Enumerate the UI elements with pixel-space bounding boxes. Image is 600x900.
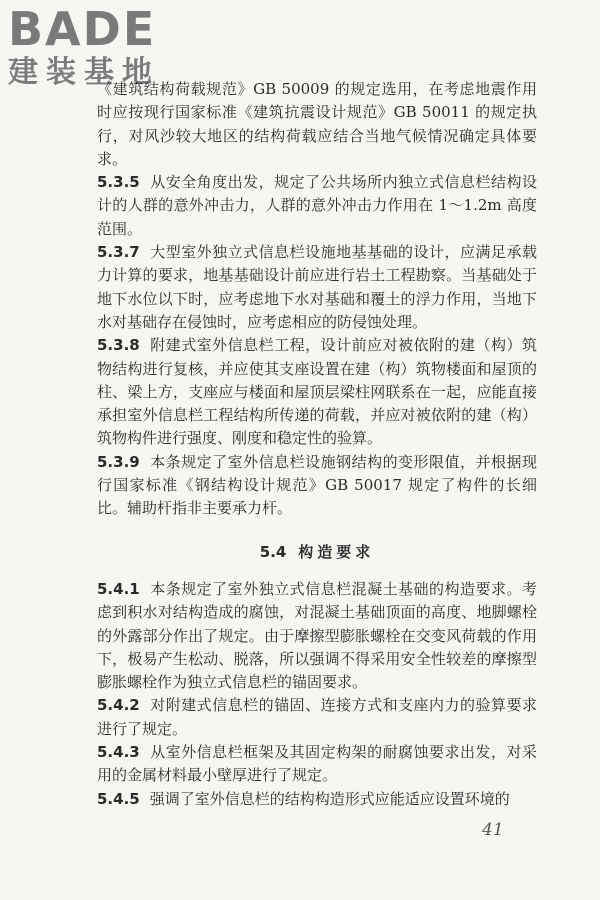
- clause-text: 从安全角度出发，规定了公共场所内独立式信息栏结构设计的人群的意外冲击力，人群的意外冲击力作用在 1～1.2m 高度范围。: [97, 173, 537, 238]
- clause-number: 5.3.8: [97, 336, 140, 355]
- clause-text: 对附建式信息栏的锚固、连接方式和支座内力的验算要求进行了规定。: [97, 696, 537, 738]
- clause-5-4-5: [97, 788, 537, 811]
- clause-number: 5.4.3: [97, 743, 140, 762]
- clause-text: 大型室外独立式信息栏设施地基基础的设计，应满足承载力计算的要求，地基基础设计前应进行岩土工程勘察。当基础处于地下水位以下时，应考虑地下水对基础和覆土的浮力作用，当地下水对基础存在侵蚀时，应考虑相应的防侵蚀处理。: [97, 243, 537, 331]
- clause-number: 5.4.5: [97, 789, 140, 808]
- logo-wordmark: BADE: [8, 2, 157, 56]
- clause-5-3-5: [97, 171, 537, 241]
- section-number: 5.4: [259, 542, 287, 561]
- clause-number: 5.3.7: [97, 243, 140, 262]
- clause-5-3-7: [97, 241, 537, 334]
- logo-subtitle: 建装基地: [8, 55, 160, 90]
- clause-number: 5.3.9: [97, 452, 140, 471]
- clause-5-4-2: [97, 694, 537, 741]
- page-number: 41: [482, 820, 504, 840]
- clause-text: 本条规定了室外信息栏设施钢结构的变形限值，并根据现行国家标准《钢结构设计规范》GB 50017 规定了构件的长细比。辅助杆指非主要承力杆。: [97, 452, 537, 518]
- clause-text: 强调了室外信息栏的结构构造形式应能适应设置环境的: [149, 789, 510, 808]
- clause-5-3-8: [97, 334, 537, 450]
- clause-5-3-9: [97, 451, 537, 521]
- document-body: [97, 78, 537, 811]
- clause-text: 附建式室外信息栏工程，设计前应对被依附的建（构）筑物结构进行复核，并应使其支座设置在建（构）筑物楼面和屋顶的柱、梁上方，支座应与楼面和屋顶层梁柱网联系在一起，应能直接承担室外信息栏工程结构所传递的荷载，并应对被依附的建（构）筑物构件进行强度、刚度和稳定性的验算。: [97, 336, 537, 448]
- intro-paragraph: 《建筑结构荷载规范》GB 50009 的规定选用，在考虑地震作用时应按现行国家标准《建筑抗震设计规范》GB 50011 的规定执行，对风沙较大地区的结构荷载应结合当地气候情况确定具体要求。: [97, 80, 537, 168]
- clause-number: 5.4.2: [97, 696, 140, 715]
- section-title: 构造要求: [298, 542, 375, 561]
- clause-number: 5.4.1: [97, 579, 140, 598]
- clause-text: 本条规定了室外独立式信息栏混凝土基础的构造要求。考虑到积水对结构造成的腐蚀，对混凝土基础顶面的高度、地脚螺栓的外露部分作出了规定。由于摩擦型膨胀螺栓在交变风荷载的作用下，极易产生松动、脱落，所以强调不得采用安全性较差的摩擦型膨胀螺栓作为独立式信息栏的锚固要求。: [97, 579, 537, 692]
- clause-number: 5.3.5: [97, 173, 140, 192]
- section-heading: [97, 541, 537, 564]
- clause-5-4-3: [97, 741, 537, 788]
- clause-text: 从室外信息栏框架及其固定构架的耐腐蚀要求出发，对采用的金属材料最小壁厚进行了规定。: [97, 743, 537, 785]
- clause-5-4-1: [97, 578, 537, 694]
